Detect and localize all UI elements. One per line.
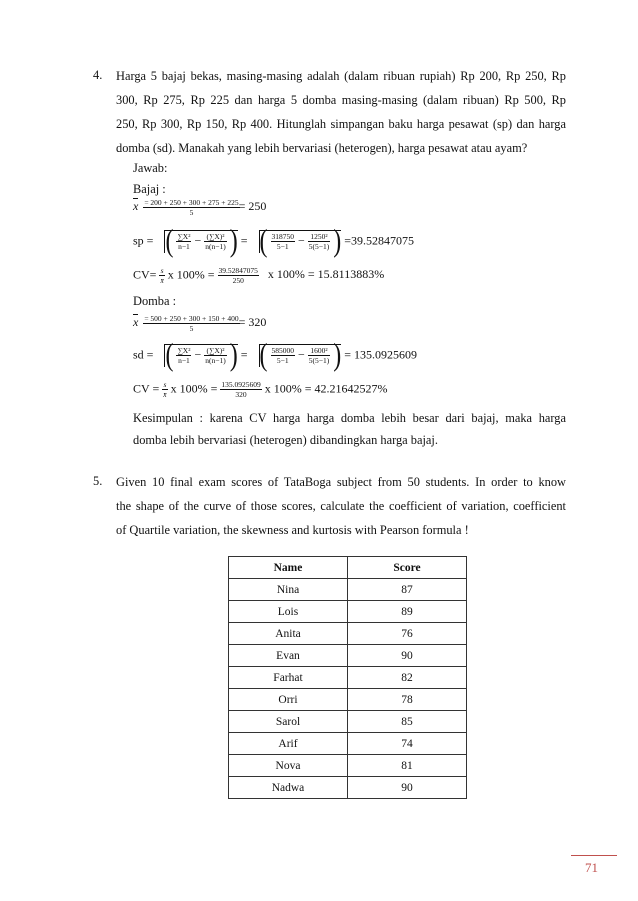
cv-bajaj-denominator: 250 bbox=[232, 276, 244, 285]
cell-score: 81 bbox=[348, 755, 467, 777]
column-header-score: Score bbox=[348, 557, 467, 579]
sp-values-term-2-num: 1250² bbox=[308, 232, 330, 242]
sp-formula-term-2-den: n(n−1) bbox=[205, 242, 226, 251]
table-row bbox=[229, 689, 467, 711]
page-number: 71 bbox=[585, 860, 598, 875]
table-row bbox=[229, 623, 467, 645]
table-row bbox=[229, 601, 467, 623]
sp-formula-term-1-den: n−1 bbox=[178, 242, 190, 251]
sp-formula-term-2-num: (∑X)² bbox=[204, 232, 226, 242]
sd-formula-minus: − bbox=[194, 347, 202, 362]
sd-values-term-1-den: 5−1 bbox=[276, 356, 289, 365]
bajaj-mean-equation bbox=[133, 198, 266, 217]
table-row bbox=[229, 755, 467, 777]
mean-symbol: x bbox=[133, 315, 139, 330]
cv-domba-fraction bbox=[220, 380, 261, 399]
column-header-name: Name bbox=[229, 557, 348, 579]
sp-sqrt-formula: ( $\frac{\text{∑X²}}{n-1}$ − $\frac{\text{(∑X)²}}{n(n-1)}$ ) bbox=[156, 232, 237, 251]
sd-result: = 135.0925609 bbox=[344, 347, 418, 362]
sp-values-term-2 bbox=[308, 232, 330, 251]
cell-score: 89 bbox=[348, 601, 467, 623]
sd-formula-term-1-num: ∑X² bbox=[177, 346, 191, 355]
cell-name: Farhat bbox=[229, 667, 348, 689]
cv-domba-numerator: 135.0925609 bbox=[221, 380, 261, 389]
cell-name: Anita bbox=[229, 623, 348, 645]
question-4-number: 4. bbox=[93, 68, 103, 82]
cv-bajaj-mid: x 100% = bbox=[167, 267, 215, 282]
bajaj-mean-fraction bbox=[143, 198, 239, 217]
question-5-line-2: the shape of the curve of those scores, calculate the coefficient of variation, coefficient bbox=[116, 499, 566, 513]
sd-equation bbox=[133, 338, 418, 373]
mean-symbol: x bbox=[133, 199, 139, 214]
cell-score: 85 bbox=[348, 711, 467, 733]
cell-score: 90 bbox=[348, 777, 467, 799]
question-4-line-4: domba (sd). Manakah yang lebih bervariasi (heterogen), harga pesawat atau ayam? bbox=[116, 141, 528, 155]
sp-equals: = bbox=[240, 233, 248, 248]
domba-mean-denominator: 5 bbox=[189, 324, 194, 333]
sd-values-term-2 bbox=[308, 346, 330, 365]
cell-score: 87 bbox=[348, 579, 467, 601]
cv-bajaj-equation bbox=[133, 266, 384, 285]
bajaj-mean-denominator: 5 bbox=[189, 208, 194, 217]
sd-formula-term-1 bbox=[176, 346, 191, 365]
sp-formula-term-2 bbox=[204, 232, 226, 251]
sd-sqrt-values: ( $\frac{585000}{5-1}$ − $\frac{\text{1600²}}{5(5-1)}$ ) bbox=[251, 346, 342, 365]
sd-formula-term-2 bbox=[204, 346, 226, 365]
sd-values-term-1-num: 585000 bbox=[271, 346, 294, 355]
cv-bajaj-x: x̄ bbox=[160, 276, 164, 285]
table-row bbox=[229, 579, 467, 601]
cell-score: 82 bbox=[348, 667, 467, 689]
table-row bbox=[229, 733, 467, 755]
question-5-number: 5. bbox=[93, 474, 103, 488]
domba-mean-numerator: = 500 + 250 + 300 + 150 + 400 bbox=[144, 314, 239, 323]
sp-values-term-2-den: 5(5−1) bbox=[308, 242, 330, 251]
cv-domba-x: x̄ bbox=[163, 390, 167, 399]
cv-bajaj-numerator: 39.52847075 bbox=[218, 266, 258, 275]
cv-domba-equation bbox=[133, 380, 387, 399]
sd-values-minus: − bbox=[298, 347, 305, 362]
score-table bbox=[228, 556, 467, 799]
bajaj-label: Bajaj : bbox=[133, 182, 166, 196]
table-row bbox=[229, 777, 467, 799]
bajaj-mean-result: = 250 bbox=[238, 199, 267, 214]
page-number-rule bbox=[571, 855, 617, 856]
question-4-line-3: 250, Rp 300, Rp 150, Rp 400. Hitunglah simpangan baku harga pesawat (sp) dan harga bbox=[116, 117, 566, 131]
cv-domba-s-over-x bbox=[162, 380, 167, 399]
cell-name: Orri bbox=[229, 689, 348, 711]
cell-name: Nina bbox=[229, 579, 348, 601]
cell-name: Lois bbox=[229, 601, 348, 623]
sp-sqrt-values: ( $\frac{318750}{5-1}$ − $\frac{\text{1250²}}{5(5-1)}$ ) bbox=[251, 232, 342, 251]
sp-equation bbox=[133, 224, 415, 259]
domba-mean-result: = 320 bbox=[238, 315, 267, 330]
cv-domba-label: CV = bbox=[133, 381, 160, 396]
cell-name: Nadwa bbox=[229, 777, 348, 799]
sp-values-term-1 bbox=[271, 232, 296, 251]
sd-values-term-2-num: 1600² bbox=[308, 346, 330, 356]
cv-domba-mid: x 100% = bbox=[170, 381, 218, 396]
question-4-line-2: 300, Rp 275, Rp 225 dan harga 5 domba masing-masing (dalam ribuan) Rp 500, Rp bbox=[116, 93, 566, 107]
sp-result: =39.52847075 bbox=[344, 233, 415, 248]
table-row bbox=[229, 645, 467, 667]
cell-name: Evan bbox=[229, 645, 348, 667]
sp-formula-term-1 bbox=[176, 232, 191, 251]
cv-bajaj-label: CV= bbox=[133, 267, 157, 282]
table-row bbox=[229, 711, 467, 733]
answer-label: Jawab: bbox=[133, 161, 168, 175]
conclusion-line-1: Kesimpulan : karena CV harga harga domba lebih besar dari bajaj, maka harga bbox=[133, 411, 566, 425]
sd-sqrt-formula: ( $\frac{\text{∑X²}}{n-1}$ − $\frac{\text{(∑X)²}}{n(n-1)}$ ) bbox=[156, 346, 237, 365]
conclusion-line-2: domba lebih bervariasi (heterogen) dibandingkan harga bajaj. bbox=[133, 433, 438, 447]
cell-name: Sarol bbox=[229, 711, 348, 733]
cell-score: 78 bbox=[348, 689, 467, 711]
question-5-line-1: Given 10 final exam scores of TataBoga subject from 50 students. In order to know bbox=[116, 475, 566, 489]
sd-formula-term-2-num: (∑X)² bbox=[204, 346, 226, 356]
cv-domba-denominator: 320 bbox=[235, 390, 247, 399]
question-4-line-1: Harga 5 bajaj bekas, masing-masing adalah (dalam ribuan rupiah) Rp 200, Rp 250, Rp bbox=[116, 69, 566, 83]
domba-mean-equation bbox=[133, 314, 266, 333]
cell-score: 74 bbox=[348, 733, 467, 755]
cv-bajaj-s: s bbox=[160, 266, 164, 275]
sp-label: sp = bbox=[133, 233, 154, 248]
sd-values-term-1 bbox=[271, 346, 296, 365]
cv-bajaj-result: x 100% = 15.8113883% bbox=[267, 267, 385, 282]
domba-mean-fraction bbox=[143, 314, 239, 333]
sp-formula-minus: − bbox=[194, 233, 202, 248]
question-5-line-3: of Quartile variation, the skewness and kurtosis with Pearson formula ! bbox=[116, 523, 469, 537]
sp-formula-term-1-num: ∑X² bbox=[177, 232, 191, 241]
table-header-row bbox=[229, 557, 467, 579]
cv-bajaj-s-over-x bbox=[159, 266, 164, 285]
cell-score: 90 bbox=[348, 645, 467, 667]
bajaj-mean-numerator: = 200 + 250 + 300 + 275 + 225 bbox=[144, 198, 239, 207]
cv-domba-s: s bbox=[163, 380, 167, 389]
cv-domba-result: x 100% = 42.21642527% bbox=[264, 381, 388, 396]
cell-name: Nova bbox=[229, 755, 348, 777]
cell-score: 76 bbox=[348, 623, 467, 645]
domba-label: Domba : bbox=[133, 294, 177, 308]
sd-formula-term-2-den: n(n−1) bbox=[205, 356, 226, 365]
sd-formula-term-1-den: n−1 bbox=[178, 356, 190, 365]
sd-values-term-2-den: 5(5−1) bbox=[308, 356, 330, 365]
sp-values-minus: − bbox=[298, 233, 305, 248]
sd-label: sd = bbox=[133, 347, 154, 362]
cv-bajaj-fraction bbox=[218, 266, 259, 285]
sp-values-term-1-num: 318750 bbox=[271, 232, 294, 241]
table-row bbox=[229, 667, 467, 689]
cell-name: Arif bbox=[229, 733, 348, 755]
sp-values-term-1-den: 5−1 bbox=[276, 242, 289, 251]
sd-equals: = bbox=[240, 347, 248, 362]
